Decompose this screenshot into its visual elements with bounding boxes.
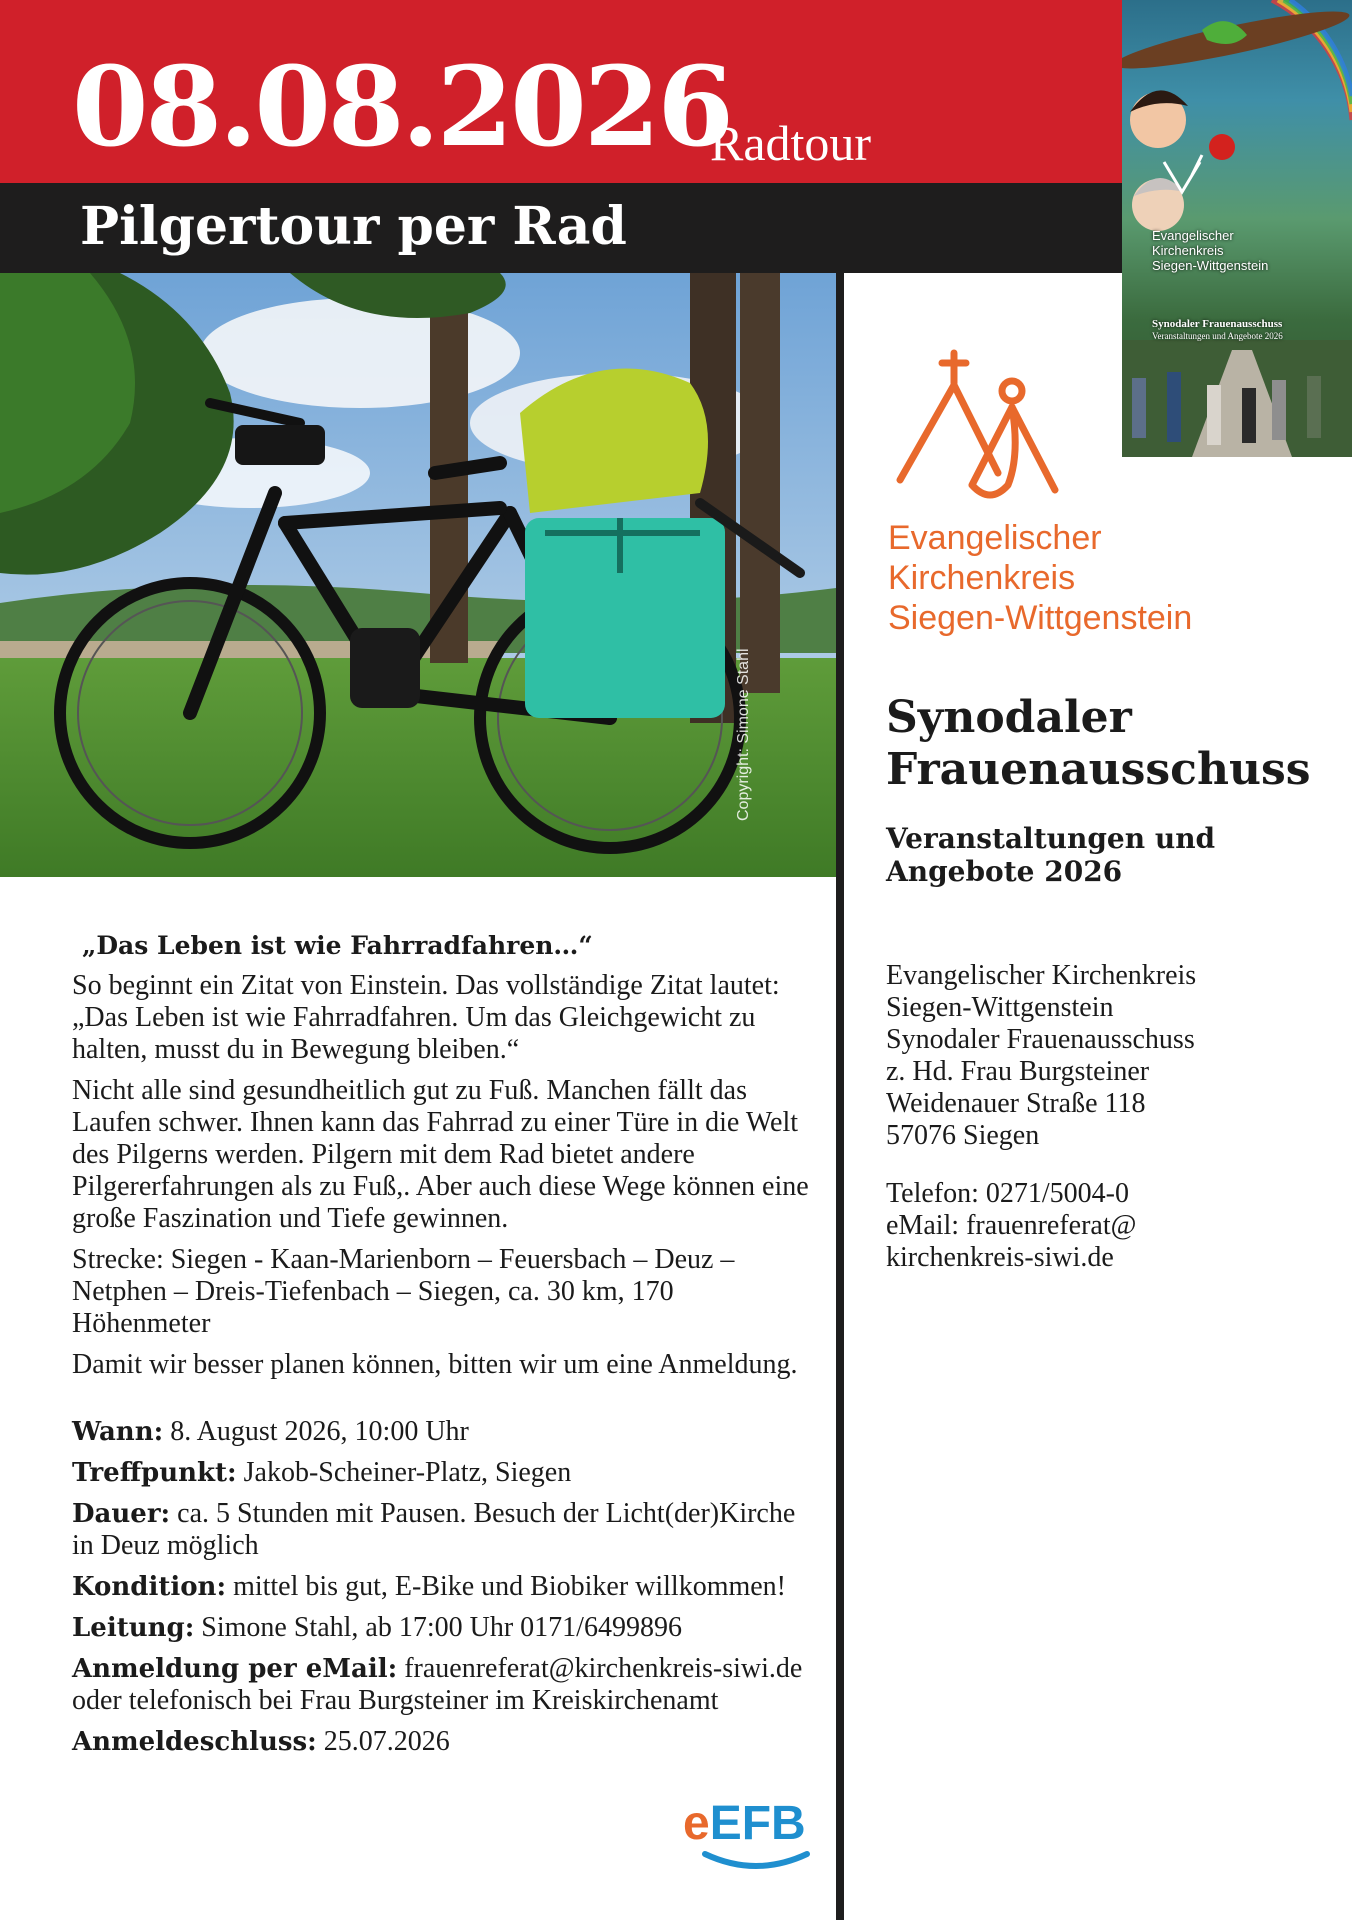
address-line: Synodaler Frauenausschuss (886, 1024, 1195, 1055)
committee-subtitle-line: Angebote 2026 (886, 855, 1123, 888)
event-date: 08.08.2026 (72, 42, 731, 171)
detail-value: Simone Stahl, ab 17:00 Uhr 0171/6499896 (194, 1612, 682, 1643)
church-district-logo-icon (880, 345, 1080, 505)
cover-org-line: Evangelischer (1152, 228, 1234, 243)
eefb-logo-e: e (683, 1797, 710, 1850)
org-name (888, 518, 1192, 638)
cover-org-line: Kirchenkreis (1152, 243, 1224, 258)
detail-duration (72, 1498, 812, 1562)
description-paragraph: Nicht alle sind gesundheitlich gut zu Fuß. Manchen fällt das Laufen schwer. Ihnen kann das Fahrrad zu einer Türe in die Welt des Pilgerns werden. Pilgern mit dem Rad bietet andere Pilgererfahrungen als zu Fuß,. Aber auch diese Wege können eine große Faszination und Tiefe gewinnen. (72, 1075, 809, 1234)
bicycle-illustration (0, 273, 836, 877)
detail-when (72, 1416, 812, 1448)
detail-label: Anmeldung per eMail: (72, 1654, 398, 1684)
contact-phone: Telefon: 0271/5004-0 (886, 1178, 1129, 1209)
address-line: Weidenauer Straße 118 (886, 1088, 1146, 1119)
event-title: Pilgertour per Rad (80, 196, 627, 257)
cover-subtitle-line: Synodaler Frauenausschuss (1152, 318, 1283, 330)
detail-registration (72, 1653, 812, 1717)
detail-label: Leitung: (72, 1613, 195, 1643)
route-paragraph: Strecke: Siegen - Kaan-Marienborn – Feuersbach – Deuz – Netphen – Dreis-Tiefenbach – Siegen, ca. 30 km, 170 Höhenmeter (72, 1244, 735, 1339)
org-name-line: Siegen-Wittgenstein (888, 599, 1193, 637)
quote-heading: „Das Leben ist wie Fahrradfahren…“ (82, 931, 593, 960)
smile-arc-icon (701, 1850, 811, 1870)
event-details (72, 1416, 812, 1767)
detail-meeting-point (72, 1457, 812, 1489)
detail-value: Jakob-Scheiner-Platz, Siegen (236, 1457, 572, 1488)
detail-value: 8. August 2026, 10:00 Uhr (163, 1416, 469, 1447)
event-category: Radtour (710, 115, 872, 171)
detail-label: Dauer: (72, 1499, 171, 1529)
committee-title-line: Frauenausschuss (886, 744, 1311, 795)
detail-value: frauenreferat@kirchenkreis-siwi.de oder telefonisch bei Frau Burgsteiner im Kreiskirchenamt (72, 1653, 803, 1716)
address-line: Evangelischer Kirchenkreis (886, 960, 1197, 991)
bicycle-photo (0, 273, 836, 877)
address-line: 57076 Siegen (886, 1120, 1040, 1151)
cover-subtitle (1152, 318, 1283, 342)
description-text (72, 970, 812, 1390)
contact-email-domain: kirchenkreis-siwi.de (886, 1242, 1114, 1273)
detail-value: ca. 5 Stunden mit Pausen. Besuch der Licht(der)Kirche in Deuz möglich (72, 1498, 796, 1561)
cover-subtitle-line: Veranstaltungen und Angebote 2026 (1152, 331, 1283, 341)
committee-subtitle-line: Veranstaltungen und (886, 822, 1216, 855)
committee-title-line: Synodaler (886, 692, 1132, 743)
detail-value: 25.07.2026 (316, 1726, 450, 1757)
detail-fitness (72, 1571, 812, 1603)
detail-label: Wann: (72, 1417, 164, 1447)
eefb-logo (683, 1798, 823, 1878)
description-paragraph: So beginnt ein Zitat von Einstein. Das vollständige Zitat lautet: „Das Leben ist wie Fahrradfahren. Um das Gleichgewicht zu halten, musst du in Bewegung bleiben.“ (72, 970, 780, 1065)
detail-leader (72, 1612, 812, 1644)
org-name-line: Evangelischer (888, 519, 1102, 557)
detail-label: Kondition: (72, 1572, 227, 1602)
program-cover-image (1122, 0, 1352, 457)
registration-note: Damit wir besser planen können, bitten wir um eine Anmeldung. (72, 1349, 798, 1380)
contact-email: eMail: frauenreferat@ (886, 1210, 1137, 1241)
committee-subtitle (886, 822, 1215, 888)
detail-value: mittel bis gut, E-Bike und Biobiker willkommen! (226, 1571, 787, 1602)
eefb-logo-efb: EFB (709, 1797, 806, 1850)
detail-deadline (72, 1726, 812, 1758)
column-divider (836, 273, 844, 1920)
detail-label: Treffpunkt: (72, 1458, 237, 1488)
contact-info (886, 1178, 1136, 1274)
address-line: Siegen-Wittgenstein (886, 992, 1114, 1023)
photo-copyright: Copyright: Simone Stahl (735, 648, 752, 821)
committee-title (886, 692, 1311, 796)
postal-address (886, 960, 1196, 1152)
org-name-line: Kirchenkreis (888, 559, 1076, 597)
cover-org-name (1152, 228, 1268, 273)
address-line: z. Hd. Frau Burgsteiner (886, 1056, 1150, 1087)
detail-label: Anmeldeschluss: (72, 1727, 317, 1757)
cover-org-line: Siegen-Wittgenstein (1152, 258, 1269, 273)
